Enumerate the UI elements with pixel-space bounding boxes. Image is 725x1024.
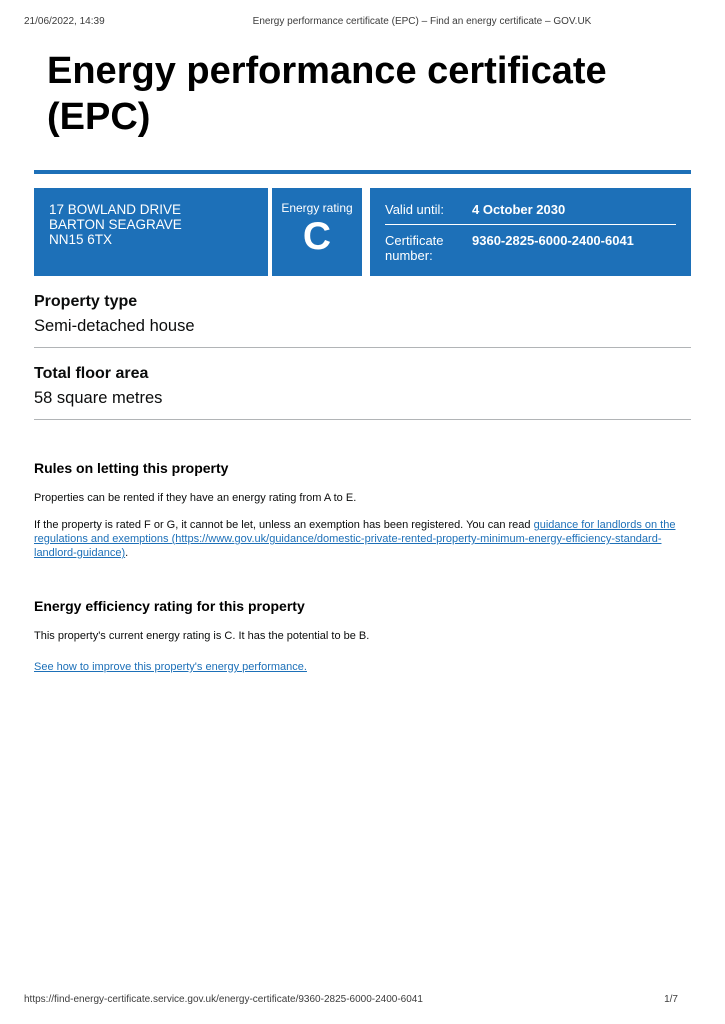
improve-performance-link[interactable]: See how to improve this property's energy performance. — [34, 661, 307, 673]
title-divider — [34, 170, 691, 174]
certificate-banner — [34, 188, 691, 276]
print-datetime: 21/06/2022, 14:39 — [24, 16, 105, 27]
efficiency-heading: Energy efficiency rating for this property — [34, 598, 305, 614]
rules-heading: Rules on letting this property — [34, 460, 229, 476]
energy-rating-box — [272, 188, 362, 276]
improve-performance-line — [34, 660, 691, 674]
property-type-value: Semi-detached house — [34, 317, 195, 335]
page-indicator: 1/7 — [664, 994, 678, 1005]
print-footer — [24, 994, 678, 1005]
valid-until-value: 4 October 2030 — [472, 202, 566, 217]
address-line: 17 BOWLAND DRIVE — [49, 202, 182, 217]
energy-rating-label: Energy rating — [281, 201, 353, 215]
print-doc-title: Energy performance certificate (EPC) – Find an energy certificate – GOV.UK — [252, 16, 592, 27]
floor-area-label: Total floor area — [34, 365, 149, 382]
divider — [34, 347, 691, 348]
efficiency-paragraph: This property's current energy rating is C. It has the potential to be B. — [34, 630, 370, 642]
page-title: Energy performance certificate (EPC) — [47, 50, 607, 138]
rules-paragraph-1: Properties can be rented if they have an energy rating from A to E. — [34, 492, 357, 504]
address-line: BARTON SEAGRAVE — [49, 217, 182, 232]
validity-box — [370, 188, 691, 276]
energy-rating-value: C — [302, 215, 332, 258]
certificate-number-row — [385, 231, 676, 270]
certificate-number-value: 9360-2825-6000-2400-6041 — [472, 233, 634, 248]
rules-paragraph-2-period: . — [125, 547, 129, 559]
valid-until-row — [385, 200, 676, 224]
property-type-label: Property type — [34, 293, 138, 310]
certificate-content — [0, 48, 725, 674]
address-line: NN15 6TX — [49, 232, 113, 247]
floor-area-value: 58 square metres — [34, 389, 163, 407]
certificate-number-label: Certificate number: — [385, 233, 444, 263]
landlord-guidance-link[interactable]: guidance for landlords on the regulations and exemptions (https://www.gov.uk/guidance/domestic-private-rented-property-minimum-energy-efficiency-standard-landlord-guidance) — [34, 519, 676, 559]
divider — [34, 419, 691, 420]
validity-divider — [385, 224, 676, 225]
valid-until-label: Valid until: — [385, 202, 445, 217]
rules-paragraph-2 — [34, 518, 691, 560]
footer-url: https://find-energy-certificate.service.gov.uk/energy-certificate/9360-2825-6000-2400-6041 — [24, 994, 423, 1005]
rules-paragraph-2-text: If the property is rated F or G, it cannot be let, unless an exemption has been registered. You can read — [34, 519, 534, 531]
property-address-box — [34, 188, 268, 276]
property-summary — [34, 292, 691, 420]
